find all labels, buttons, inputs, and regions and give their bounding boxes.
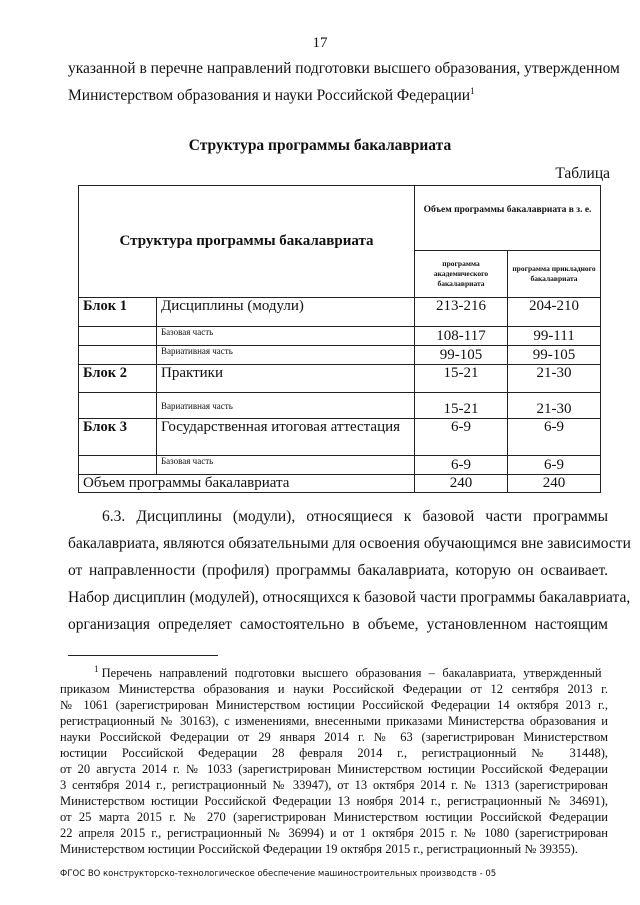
table-header-row <box>79 186 601 251</box>
footnote-line-9: Министерством юстиции Российской Федерации 13 ноября 2014 г., регистрационный № 34691), <box>60 794 608 808</box>
paragraph-2-line-3: от направленности (профиля) программы бакалавриата, которую он осваивает. <box>68 562 608 579</box>
footnote-line-6: юстиции Российской Федерации 28 февраля 2014 г., регистрационный № 31448), <box>60 746 608 760</box>
applied-value: 99-111 <box>508 327 601 346</box>
applied-value: 204-210 <box>508 298 601 327</box>
header-academic: программа академического бакалавриата <box>415 251 508 298</box>
table-row <box>79 327 601 346</box>
paragraph-1-line-1: указанной в перечне направлений подготовки высшего образования, утвержденном <box>68 60 620 77</box>
header-structure: Структура программы бакалавриата <box>79 186 415 298</box>
paragraph-2-line-1: 6.3. Дисциплины (модули), относящиеся к базовой части программы <box>102 508 608 525</box>
academic-value: 108-117 <box>415 327 508 346</box>
paragraph-2-line-5: организация определяет самостоятельно в объеме, установленном настоящим <box>68 616 608 633</box>
page-number: 17 <box>312 35 328 51</box>
academic-value: 213-216 <box>415 298 508 327</box>
block-label <box>79 346 157 365</box>
total-academic: 240 <box>415 475 508 493</box>
footnote-line-10: от 25 марта 2015 г. № 270 (зарегистрирован Министерством юстиции Российской Федерации <box>60 810 608 824</box>
block-label: Блок 3 <box>79 419 157 456</box>
table-row <box>79 298 601 327</box>
table-row <box>79 456 601 475</box>
paragraph-1-line-2-text: Министерством образования и науки Российской Федерации <box>68 87 471 104</box>
block-label <box>79 393 157 419</box>
header-volume: Объем программы бакалавриата в з. е. <box>415 186 601 251</box>
footnote-line-1 <box>94 663 608 681</box>
applied-value: 21-30 <box>508 365 601 393</box>
block-label: Блок 2 <box>79 365 157 393</box>
table-row <box>79 346 601 365</box>
block-label <box>79 456 157 475</box>
row-name: Государственная итоговая аттестация <box>157 419 415 456</box>
footnote-divider <box>68 655 218 656</box>
table-title: Структура программы бакалавриата <box>188 137 452 154</box>
header-applied: программа прикладного бакалавриата <box>508 251 601 298</box>
academic-value: 15-21 <box>415 393 508 419</box>
academic-value: 6-9 <box>415 456 508 475</box>
table-row <box>79 393 601 419</box>
applied-value: 6-9 <box>508 419 601 456</box>
footnote-line-8: 3 сентября 2014 г., регистрационный № 33947), от 13 октября 2014 г. № 1313 (зарегистрирован <box>60 778 608 792</box>
footnote-line-7: от 20 августа 2014 г. № 1033 (зарегистрирован Министерством юстиции Российской Федерации <box>60 762 608 776</box>
applied-value: 21-30 <box>508 393 601 419</box>
footnote-line-2: приказом Министерства образования и науки Российской Федерации от 12 сентября 2013 г. <box>60 682 608 696</box>
row-name: Базовая часть <box>157 327 415 346</box>
academic-value: 15-21 <box>415 365 508 393</box>
row-name: Вариативная часть <box>157 393 415 419</box>
footnote-line-11: 22 апреля 2015 г., регистрационный № 36994) и от 1 октября 2015 г. № 1080 (зарегистрирован <box>60 826 608 840</box>
table-total-row <box>79 475 601 493</box>
table-row <box>79 365 601 393</box>
block-label: Блок 1 <box>79 298 157 327</box>
row-name: Базовая часть <box>157 456 415 475</box>
footnote-line-12: Министерством юстиции Российской Федерации 19 октября 2015 г., регистрационный № 39355). <box>60 842 578 856</box>
footnote-mark: 1 <box>94 663 99 674</box>
footnote-reference[interactable]: 1 <box>470 85 475 96</box>
row-name: Дисциплины (модули) <box>157 298 415 327</box>
paragraph-2-line-2: бакалавриата, являются обязательными для освоения обучающимся вне зависимости <box>68 535 631 552</box>
footnote-line-5: науки Российской Федерации от 29 января 2014 г. № 63 (зарегистрирован Министерством <box>60 730 608 744</box>
footnote-line-1-text: Перечень направлений подготовки высшего образования – бакалавриата, утвержденный <box>101 666 602 680</box>
table-row <box>79 419 601 456</box>
paragraph-2-line-4: Набор дисциплин (модулей), относящихся к базовой части программы бакалавриата, <box>68 589 631 606</box>
applied-value: 99-105 <box>508 346 601 365</box>
program-structure-table <box>78 185 601 493</box>
block-label <box>79 327 157 346</box>
footnote-line-4: регистрационный № 30163), с изменениями, внесенными приказами Министерства образования и <box>60 714 608 728</box>
applied-value: 6-9 <box>508 456 601 475</box>
row-name: Вариативная часть <box>157 346 415 365</box>
table-label: Таблица <box>555 165 610 182</box>
academic-value: 6-9 <box>415 419 508 456</box>
total-applied: 240 <box>508 475 601 493</box>
page-footer: ФГОС ВО конструкторско-технологическое обеспечение машиностроительных производств - 05 <box>60 869 497 879</box>
row-name: Практики <box>157 365 415 393</box>
academic-value: 99-105 <box>415 346 508 365</box>
total-label: Объем программы бакалавриата <box>79 475 415 493</box>
footnote-line-3: № 1061 (зарегистрирован Министерством юстиции Российской Федерации 14 октября 2013 г., <box>60 698 608 712</box>
paragraph-1-line-2 <box>68 87 608 105</box>
